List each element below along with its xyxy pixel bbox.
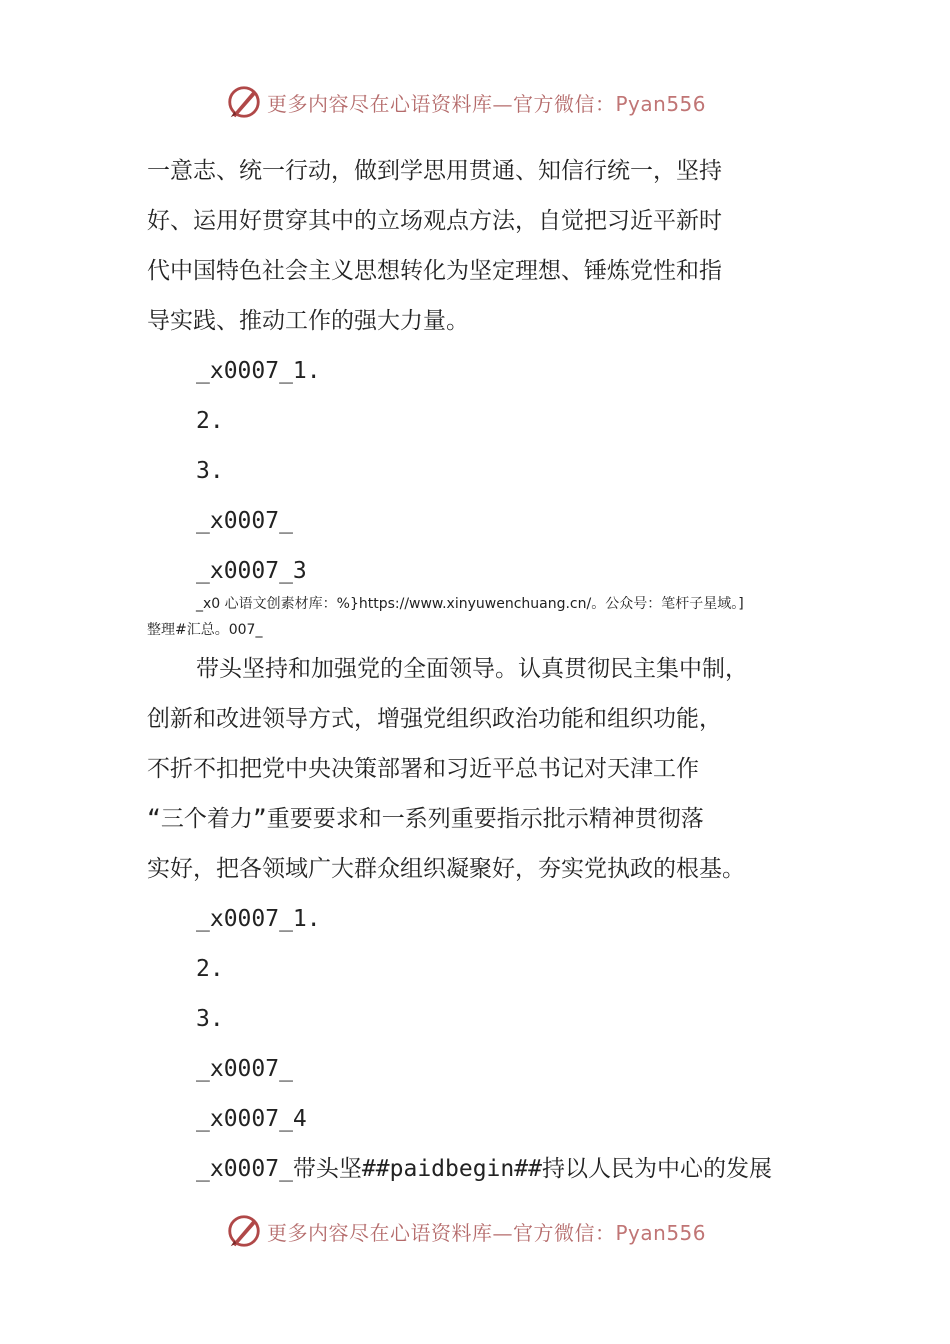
list-item: 3.	[196, 1006, 224, 1032]
body-line: 不折不扣把党中央决策部署和习近平总书记对天津工作	[147, 756, 699, 782]
header-banner	[0, 82, 950, 122]
footer-banner	[0, 1211, 950, 1251]
list-item: _x0007_	[196, 1056, 293, 1082]
list-item: _x0007_	[196, 508, 293, 534]
body-line: 一意志、统一行动，做到学思用贯通、知信行统一，坚持	[147, 158, 722, 184]
pen-logo-icon	[225, 1212, 263, 1250]
banner-text: 更多内容尽在心语资料库—官方微信：Pyan556	[267, 91, 707, 116]
body-line: _x0007_带头坚##paidbegin##持以人民为中心的发展	[196, 1156, 772, 1182]
body-line: 实好，把各领域广大群众组织凝聚好，夯实党执政的根基。	[147, 856, 745, 882]
list-item: 2.	[196, 956, 224, 982]
banner-text: 更多内容尽在心语资料库—官方微信：Pyan556	[267, 1220, 707, 1245]
source-note: 整理#汇总。007_	[147, 622, 263, 638]
body-line: “三个着力”重要要求和一系列重要指示批示精神贯彻落	[147, 806, 704, 832]
body-line: 创新和改进领导方式，增强党组织政治功能和组织功能，	[147, 706, 722, 732]
list-item: _x0007_1.	[196, 358, 321, 384]
body-line: 带头坚持和加强党的全面领导。认真贯彻民主集中制，	[196, 656, 748, 682]
list-item: _x0007_3	[196, 558, 307, 584]
body-line: 代中国特色社会主义思想转化为坚定理想、锤炼党性和指	[147, 258, 722, 284]
list-item: 2.	[196, 408, 224, 434]
pen-logo-icon	[225, 83, 263, 121]
list-item: _x0007_1.	[196, 906, 321, 932]
source-note: _x0 心语文创素材库：%}https://www.xinyuwenchuang.cn/。公众号：笔杆子星域。]	[196, 596, 744, 612]
body-line: 导实践、推动工作的强大力量。	[147, 308, 469, 334]
list-item: _x0007_4	[196, 1106, 307, 1132]
body-line: 好、运用好贯穿其中的立场观点方法，自觉把习近平新时	[147, 208, 722, 234]
list-item: 3.	[196, 458, 224, 484]
